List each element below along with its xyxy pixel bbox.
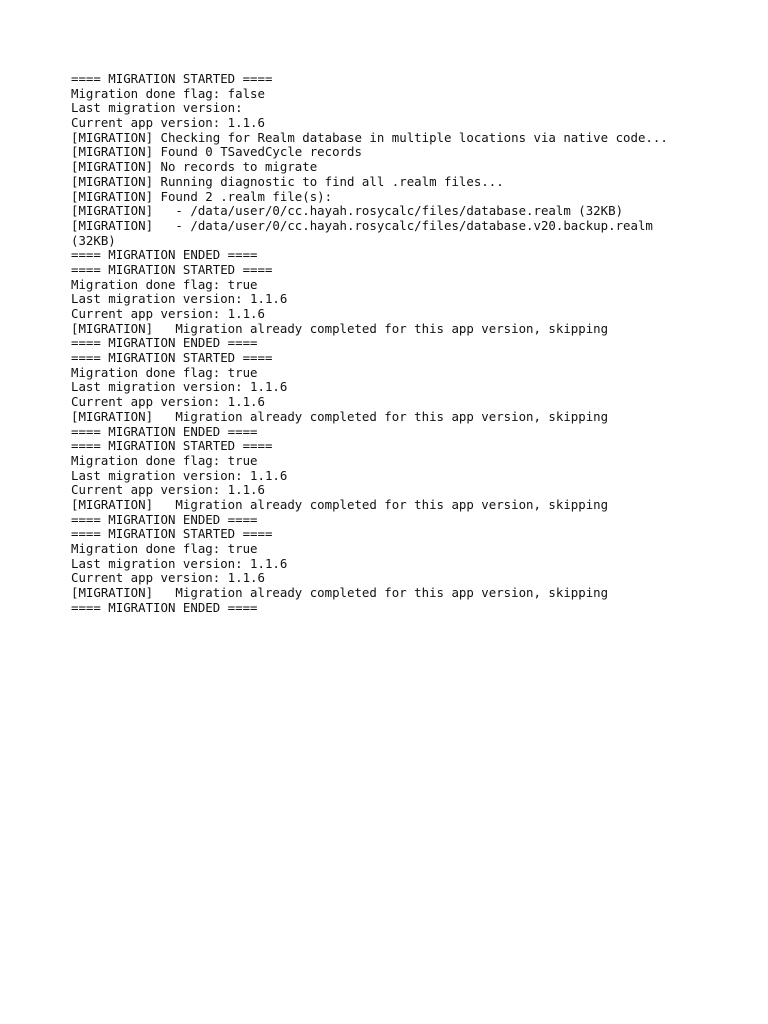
log-line: ==== MIGRATION STARTED ==== [71, 350, 273, 366]
migration-log [71, 72, 711, 615]
log-line: Last migration version: 1.1.6 [71, 467, 288, 483]
log-line: Last migration version: 1.1.6 [71, 379, 288, 395]
log-line: ==== MIGRATION ENDED ==== [71, 599, 258, 615]
log-line: Migration done flag: false [71, 85, 265, 101]
log-line: [MIGRATION] - /data/user/0/cc.hayah.rosycalc/files/database.realm (32KB) [71, 203, 624, 219]
log-line: [MIGRATION] Migration already completed for this app version, skipping [71, 585, 609, 601]
log-line: [MIGRATION] Checking for Realm database in multiple locations via native code... [71, 129, 668, 145]
log-line: Migration done flag: true [71, 541, 258, 556]
log-line: [MIGRATION] Found 0 TSavedCycle records [71, 144, 362, 160]
log-line: [MIGRATION] Running diagnostic to find all .realm files... [71, 173, 504, 189]
log-line: ==== MIGRATION ENDED ==== [71, 247, 258, 263]
log-line: [MIGRATION] - /data/user/0/cc.hayah.rosycalc/files/database.v20.backup.realm [71, 217, 653, 233]
log-line: Current app version: 1.1.6 [71, 394, 265, 410]
log-line: [MIGRATION] Migration already completed for this app version, skipping [71, 320, 609, 336]
log-line: (32KB) [71, 232, 116, 248]
log-line: ==== MIGRATION STARTED ==== [71, 438, 273, 454]
log-line: ==== MIGRATION ENDED ==== [71, 423, 258, 439]
log-line: Last migration version: 1.1.6 [71, 555, 288, 571]
log-line: [MIGRATION] Found 2 .realm file(s): [71, 188, 333, 204]
log-line: ==== MIGRATION STARTED ==== [71, 526, 273, 542]
log-line: Current app version: 1.1.6 [71, 570, 265, 586]
log-line: [MIGRATION] Migration already completed for this app version, skipping [71, 496, 609, 512]
log-line: ==== MIGRATION STARTED ==== [71, 261, 273, 277]
log-line: Last migration version: [71, 100, 243, 116]
log-line: Migration done flag: true [71, 276, 258, 292]
log-line: Current app version: 1.1.6 [71, 306, 265, 321]
log-line: ==== MIGRATION ENDED ==== [71, 335, 258, 351]
log-line: Last migration version: 1.1.6 [71, 291, 288, 307]
log-line: Migration done flag: true [71, 364, 258, 380]
log-line: ==== MIGRATION ENDED ==== [71, 511, 258, 527]
log-line: Migration done flag: true [71, 452, 258, 468]
log-line: Current app version: 1.1.6 [71, 115, 265, 131]
log-line: [MIGRATION] No records to migrate [71, 159, 318, 175]
log-line: [MIGRATION] Migration already completed for this app version, skipping [71, 408, 609, 424]
log-line: Current app version: 1.1.6 [71, 482, 265, 498]
log-line: ==== MIGRATION STARTED ==== [71, 71, 273, 86]
